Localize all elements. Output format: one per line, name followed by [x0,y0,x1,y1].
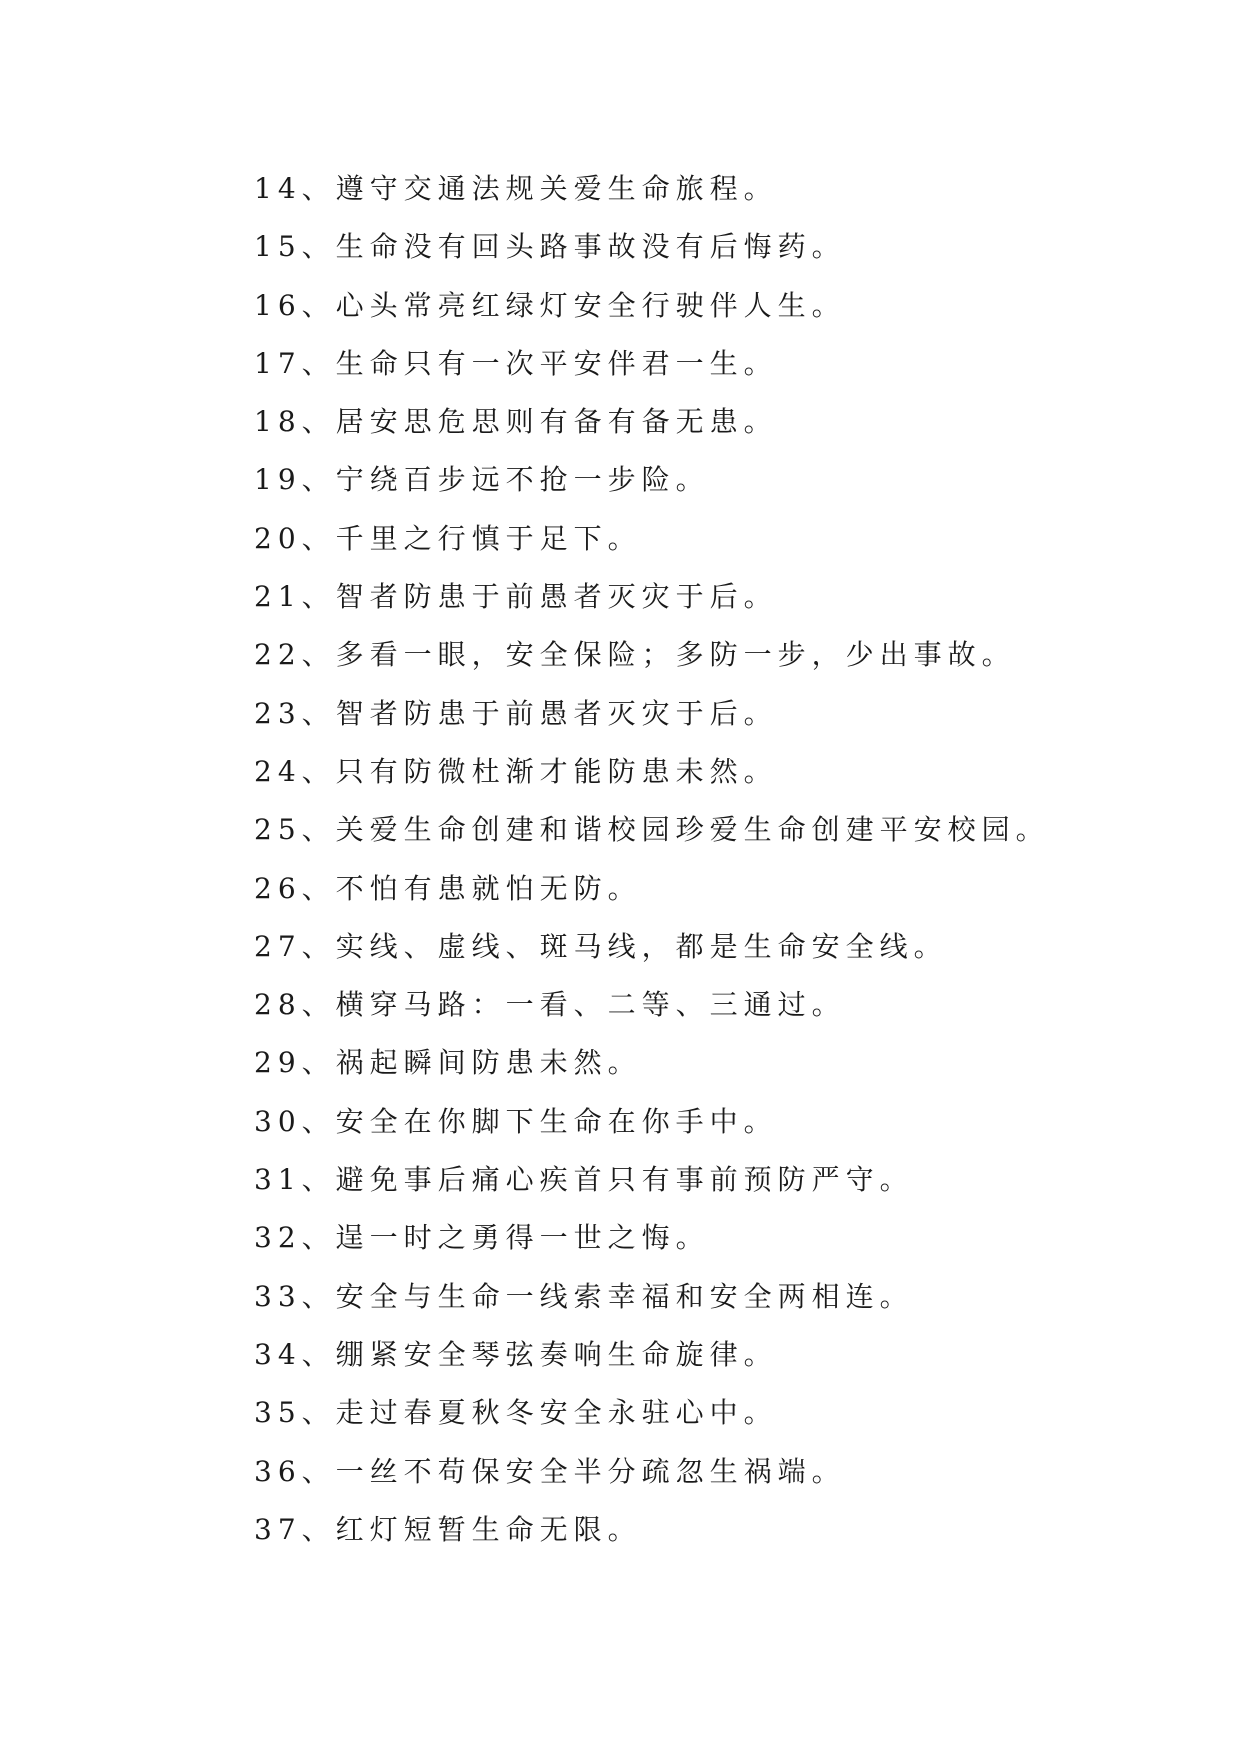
list-item: 20、千里之行慎于足下。 [254,521,642,555]
list-item: 37、红灯短暂生命无限。 [254,1512,642,1546]
list-item: 22、多看一眼，安全保险；多防一步，少出事故。 [254,638,1016,672]
list-item: 18、居安思危思则有备有备无患。 [254,405,778,439]
list-item: 21、智者防患于前愚者灭灾于后。 [254,580,778,614]
slogan-list [254,160,1050,1559]
list-item: 15、生命没有回头路事故没有后悔药。 [254,230,846,264]
list-item: 33、安全与生命一线索幸福和安全两相连。 [254,1279,914,1313]
list-item: 28、横穿马路：一看、二等、三通过。 [254,988,846,1022]
list-item: 23、智者防患于前愚者灭灾于后。 [254,696,778,730]
list-item: 14、遵守交通法规关爱生命旅程。 [254,172,778,205]
list-item: 17、生命只有一次平安伴君一生。 [254,346,778,380]
list-item: 32、逞一时之勇得一世之悔。 [254,1221,710,1255]
list-item: 36、一丝不苟保安全半分疏忽生祸端。 [254,1454,846,1488]
list-item: 25、关爱生命创建和谐校园珍爱生命创建平安校园。 [254,813,1050,847]
list-item: 27、实线、虚线、斑马线，都是生命安全线。 [254,929,948,963]
list-item: 26、不怕有患就怕无防。 [254,871,642,905]
list-item: 19、宁绕百步远不抢一步险。 [254,463,710,497]
list-item: 16、心头常亮红绿灯安全行驶伴人生。 [254,288,846,322]
list-item: 31、避免事后痛心疾首只有事前预防严守。 [254,1163,914,1197]
list-item: 30、安全在你脚下生命在你手中。 [254,1104,778,1138]
list-item: 24、只有防微杜渐才能防患未然。 [254,754,778,788]
list-item: 34、绷紧安全琴弦奏响生命旋律。 [254,1337,778,1371]
list-item: 35、走过春夏秋冬安全永驻心中。 [254,1396,778,1430]
list-item: 29、祸起瞬间防患未然。 [254,1046,642,1080]
